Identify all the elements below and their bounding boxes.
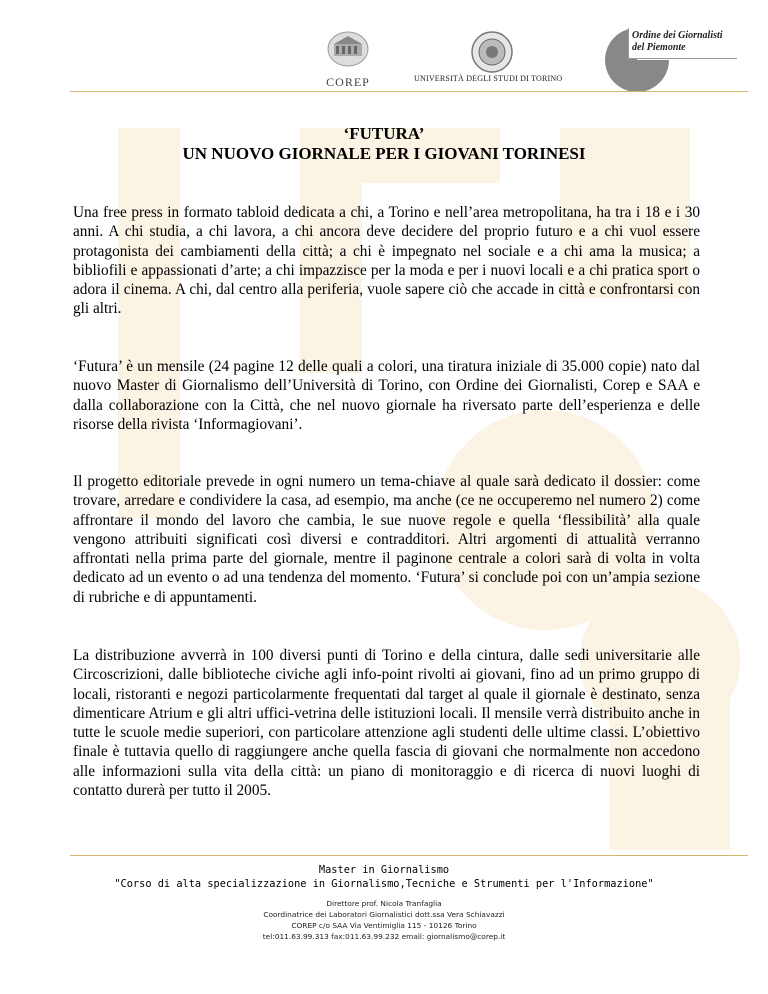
article-title-line2: UN NUOVO GIORNALE PER I GIOVANI TORINESI xyxy=(182,144,586,163)
header-rule xyxy=(70,91,748,92)
paragraph-2: ‘Futura’ è un mensile (24 pagine 12 delle quali a colori, una tiratura iniziale di 35.000 copie) nato dal nuovo Master di Giornalismo dell’Università di Torino, con Ordine dei Giornalisti, Corep e SAA e dalla collaborazione con la Città, che nel nuovo giornale ha riversato parte dell’esperienza e delle risorse della rivista ‘Informagiovani’. xyxy=(73,358,700,433)
university-name: UNIVERSITÀ DEGLI STUDI DI TORINO xyxy=(414,74,563,83)
footer-master: Master in Giornalismo xyxy=(318,864,450,876)
footer-address: COREP c/o SAA Via Ventimiglia 115 - 10126 Torino xyxy=(291,921,477,930)
corep-emblem-icon xyxy=(326,30,370,68)
university-seal-icon xyxy=(470,30,514,74)
footer-contacts: tel:011.63.99.313 fax:011.63.99.232 email: giornalismo@corep.it xyxy=(262,932,506,941)
odg-logo xyxy=(602,28,738,92)
footer-course: "Corso di alta specializzazione in Giornalismo,Tecniche e Strumenti per l'Informazione" xyxy=(114,878,654,890)
corep-label: COREP xyxy=(326,75,370,89)
odg-line2: del Piemonte xyxy=(632,42,686,53)
footer-rule xyxy=(70,855,748,856)
paragraph-1: Una free press in formato tabloid dedicata a chi, a Torino e nell’area metropolitana, ha tra i 18 e i 30 anni. A chi studia, a chi lavora, a chi ancora deve decidere del proprio futuro e a chi vuol essere protagonista dei cambiamenti della città; a chi è impegnato nel sociale e a chi ama la musica; a bibliofili e appassionati d’arte; a chi impazzisce per la moda e per i nuovi locali e a chi pratica sport o adora il cinema. A chi, dal centro alla periferia, vuole sapere ciò che accade in città e confrontarsi con gli altri. xyxy=(73,204,700,318)
odg-label xyxy=(632,30,723,54)
corep-logo xyxy=(316,30,380,90)
paragraph-3: Il progetto editoriale prevede in ogni numero un tema-chiave al quale sarà dedicato il dossier: come trovare, arredare e condividere la casa, ad esempio, ma anche (ce ne occuperemo nel numero 2) come affrontare il mondo del lavoro che cambia, le sue nuove regole e quella ‘flessibilità’ alla quale vengono attribuiti significati così diversi e contradditori. Altri argomenti di attualità verranno affrontati nella prima parte del giornale, mentre il paginone centrale a colori sarà di volta in volta dedicato ad un evento o ad una tendenza del momento. ‘Futura’ si conclude poi con un’ampia sezione di rubriche e di appuntamenti. xyxy=(73,473,700,606)
university-logo xyxy=(470,30,522,79)
footer-coordinator: Coordinatrice dei Laboratori Giornalistici dott.ssa Vera Schiavazzi xyxy=(263,910,505,919)
article-title-line1: ‘FUTURA’ xyxy=(343,124,425,143)
footer-director: Direttore prof. Nicola Tranfaglia xyxy=(326,899,442,908)
odg-line1: Ordine dei Giornalisti xyxy=(632,30,723,41)
paragraph-4: La distribuzione avverrà in 100 diversi punti di Torino e della cintura, dalle sedi universitarie alle Circoscrizioni, dalle biblioteche civiche agli info-point rivolti ai giovani, fino ad un primo gruppo di locali, ristoranti e negozi particolarmente frequentati dal target al quale il giornale è destinato, senza dimenticare Atrium e gli altri uffici-vetrina delle istituzioni locali. Il mensile verrà distribuito anche in tutte le scuole medie superiori, con particolare attenzione agli studenti delle ultime classi. L’obiettivo finale è tuttavia quello di raggiungere anche quella fascia di giovani che normalmente non accedono alle informazioni sulla vita della città: un piano di monitoraggio e di ricerca di nuovi luoghi di contatto durerà per tutto il 2005. xyxy=(73,647,700,800)
